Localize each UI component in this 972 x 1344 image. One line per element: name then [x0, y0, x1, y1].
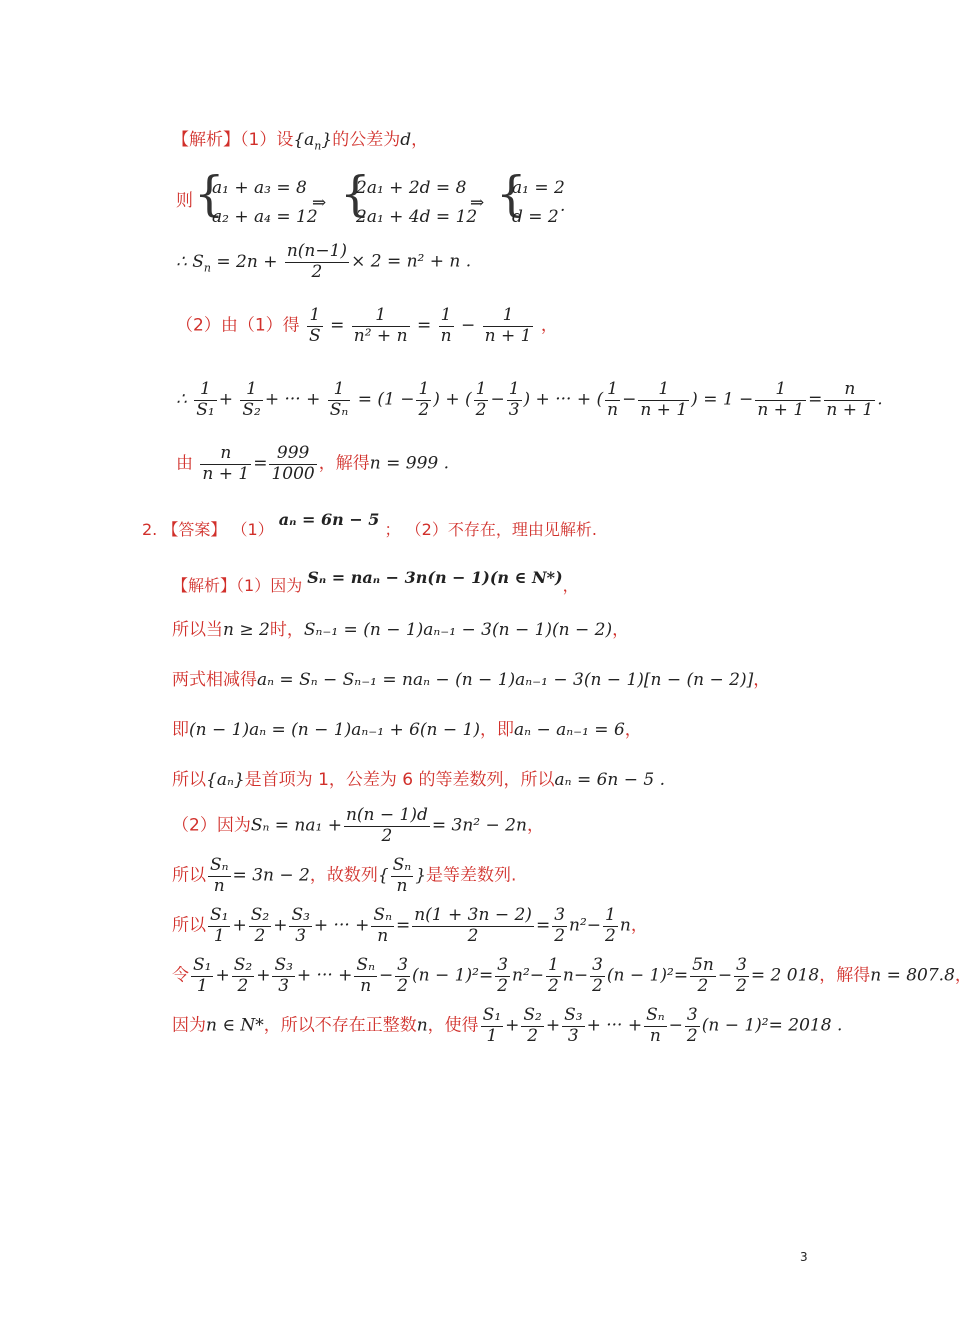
page-number: 3 [800, 1250, 808, 1264]
q2-analysis-line-1: 【解析】（1）因为 Sₙ = naₙ − 3n(n − 1)(n ∈ N*)， [172, 568, 579, 595]
q2-line-3: 两式相减得aₙ = Sₙ − Sₙ₋₁ = naₙ − (n − 1)aₙ₋₁ − 3(n − 1)[n − (n − 2)]， [172, 670, 771, 690]
analysis-heading-2: 【解析】 [172, 576, 237, 595]
analysis-heading: 【解析】 [172, 130, 240, 150]
q2-line-4: 即(n − 1)aₙ = (n − 1)aₙ₋₁ + 6(n − 1)，即aₙ − aₙ₋₁ = 6， [172, 720, 642, 740]
q2-answer-line: 2. 【答案】 （1） aₙ = 6n − 5 ； （2）不存在，理由见解析. [142, 510, 597, 539]
q2-line-10: 因为n ∈ N*，所以不存在正整数n，使得 $\frac{\text{S₁}}{1}$ + $\frac{\text{S₂}}{2}$ + $\frac{\text{S₃}}{3}$ + ··· + $\frac{\text{Sₙ}}{n}$ − $\frac{3}{2}$ (n − 1)²= 2018 . [172, 1005, 843, 1046]
part-2-reciprocal: （2）由（1）得 $\frac{1}{S}$ = $\frac{1}{\text{n² + n}}$ = $\frac{1}{n}$ − $\frac{1}{n + 1}$ ， [176, 305, 558, 346]
sn-formula: ∴ $S_n = 2n$ + $\frac{n(n-1)}{2}$ × 2 = n² + n . [176, 241, 472, 282]
system-3-eq-2: d = 2 [512, 207, 559, 227]
system-1-eq-1: a₁ + a₃ = 8 [212, 178, 307, 198]
implies-arrow-1: ⇒ [312, 193, 327, 213]
implies-arrow-2: ⇒ [470, 193, 485, 213]
q2-line-2: 所以当n ≥ 2时，Sₙ₋₁ = (n − 1)aₙ₋₁ − 3(n − 1)(n − 2)， [172, 620, 630, 640]
answer-label: 【答案】 [162, 520, 227, 539]
system-1-eq-2: a₂ + a₄ = 12 [212, 207, 318, 227]
then-label: 则 [176, 191, 193, 211]
system-2-eq-2: 2a₁ + 4d = 12 [356, 207, 478, 227]
q2-line-7: 所以 $\frac{\text{Sₙ}}{n}$ = 3n − 2，故数列{ $\frac{\text{Sₙ}}{n}$ }是等差数列. [172, 855, 517, 896]
q2-line-6: （2）因为Sₙ = na₁ + $\frac{n(n - 1)d}{2}$ = 3n² − 2n， [172, 805, 544, 846]
brace-1: { [194, 166, 225, 222]
system-3-eq-1: a₁ = 2 [512, 178, 565, 198]
solve-n-line: 由 $\frac{n}{n + 1}$ = $\frac{999}{1000}$ ，解得n = 999 . [176, 443, 450, 484]
q2-line-9: 令 $\frac{\text{S₁}}{1}$ + $\frac{\text{S₂}}{2}$ + $\frac{\text{S₃}}{3}$ + ··· + $\frac{\text{Sₙ}}{n}$ − $\frac{3}{2}$ (n − 1)²= $\frac{3}{2}$ n²− $\frac{1}{2}$ n− $\frac{3}{2}$ (n − 1)²= $\frac{5n}{2}$ − $\frac{3}{2}$ = 2 018，解得n = 807.8， [172, 955, 972, 996]
q2-line-8: 所以 $\frac{\text{S₁}}{1}$ + $\frac{\text{S₂}}{2}$ + $\frac{\text{S₃}}{3}$ + ··· + $\frac{\text{Sₙ}}{n}$ = $\frac{n(1 + 3n - 2)}{2}$ = $\frac{3}{2}$ n²− $\frac{1}{2}$ n， [172, 905, 648, 946]
brace-3: { [496, 166, 527, 222]
telescoping-sum: ∴ $\frac{1}{\text{S₁}}$ + $\frac{1}{\text{S₂}}$ + ··· + $\frac{1}{\text{Sₙ}}$ = (1 − $\frac{1}{2}$ ) + ( $\frac{1}{2}$ − $\frac{1}{3}$ ) + ··· + ( $\frac{1}{n}$ − $\frac{1}{n + 1}$ ) = 1 − $\frac{1}{n + 1}$ = $\frac{n}{n + 1}$ . [176, 379, 883, 420]
q2-line-5: 所以{aₙ}是首项为 1，公差为 6 的等差数列，所以aₙ = 6n − 5 . [172, 770, 666, 790]
period: . [560, 196, 566, 216]
brace-2: { [340, 166, 371, 222]
solution-1-first-line: 【解析】（1）设$\{a_n\}$的公差为d， [172, 130, 429, 153]
system-2-eq-1: 2a₁ + 2d = 8 [356, 178, 467, 198]
